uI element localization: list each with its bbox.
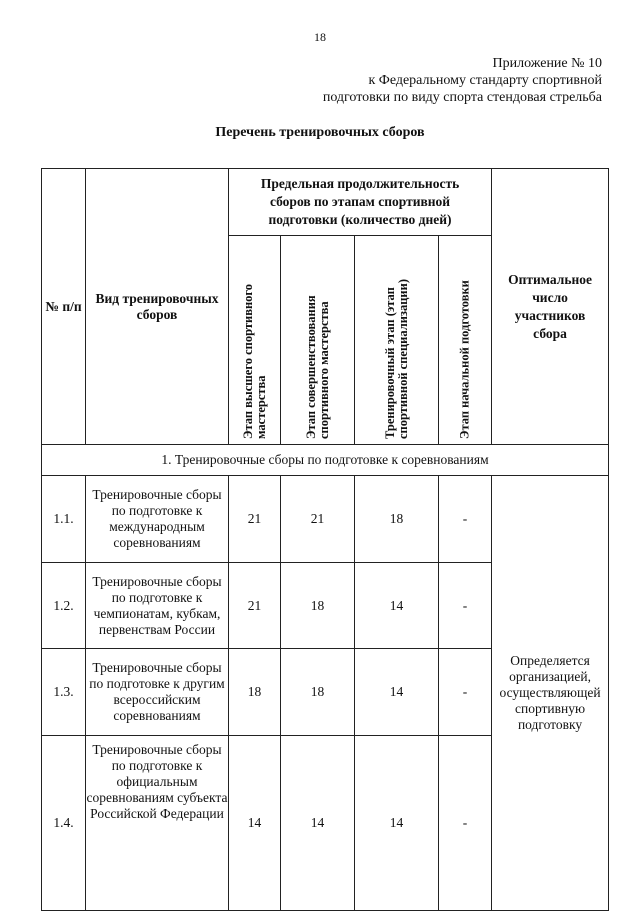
header-stage-initial: Этап начальной подготовки <box>439 236 492 445</box>
row-name: Тренировочные сборы по подготовке к чемпионатам, кубкам, первенствам России <box>86 563 229 649</box>
header-optimal: Оптимальное число участников сбора <box>492 169 609 445</box>
document-title: Перечень тренировочных сборов <box>215 125 425 140</box>
row-num: 1.1. <box>42 476 86 563</box>
header-stage-improvement: Этап совершенствования спортивного мастерства <box>281 236 355 445</box>
training-camps-table <box>41 168 609 911</box>
row-name: Тренировочные сборы по подготовке к официальным соревнованиям субъекта Российской Федерации <box>86 736 229 911</box>
row-stage-initial: - <box>439 563 492 649</box>
row-stage-improvement: 21 <box>281 476 355 563</box>
header-type: Вид тренировочных сборов <box>86 169 229 445</box>
row-stage-training: 14 <box>355 563 439 649</box>
row-num: 1.3. <box>42 649 86 736</box>
row-stage-training: 14 <box>355 649 439 736</box>
row-stage-initial: - <box>439 476 492 563</box>
page-number: 18 <box>314 30 326 44</box>
row-num: 1.4. <box>42 736 86 911</box>
row-num: 1.2. <box>42 563 86 649</box>
header-stage-elite: Этап высшего спортивного мастерства <box>229 236 281 445</box>
section-title: 1. Тренировочные сборы по подготовке к соревнованиям <box>42 445 609 476</box>
row-stage-initial: - <box>439 649 492 736</box>
header-num: № п/п <box>42 169 86 445</box>
row-stage-elite: 14 <box>229 736 281 911</box>
row-stage-training: 14 <box>355 736 439 911</box>
row-stage-training: 18 <box>355 476 439 563</box>
row-name: Тренировочные сборы по подготовке к международным соревнованиям <box>86 476 229 563</box>
row-stage-improvement: 14 <box>281 736 355 911</box>
row-stage-elite: 21 <box>229 476 281 563</box>
table-row <box>42 476 609 563</box>
appendix-block <box>202 55 602 106</box>
header-duration: Предельная продолжительность сборов по этапам спортивной подготовки (количество дней) <box>229 169 492 236</box>
appendix-line-2: к Федеральному стандарту спортивной <box>368 73 602 88</box>
row-name: Тренировочные сборы по подготовке к другим всероссийским соревнованиям <box>86 649 229 736</box>
row-stage-initial: - <box>439 736 492 911</box>
appendix-line-1: Приложение № 10 <box>492 56 602 71</box>
appendix-line-3: подготовки по виду спорта стендовая стрельба <box>322 90 602 105</box>
header-stage-training: Тренировочный этап (этап спортивной специализации) <box>355 236 439 445</box>
row-stage-elite: 18 <box>229 649 281 736</box>
optimal-participants: Определяется организацией, осуществляющей спортивную подготовку <box>492 476 609 911</box>
row-stage-elite: 21 <box>229 563 281 649</box>
row-stage-improvement: 18 <box>281 563 355 649</box>
row-stage-improvement: 18 <box>281 649 355 736</box>
